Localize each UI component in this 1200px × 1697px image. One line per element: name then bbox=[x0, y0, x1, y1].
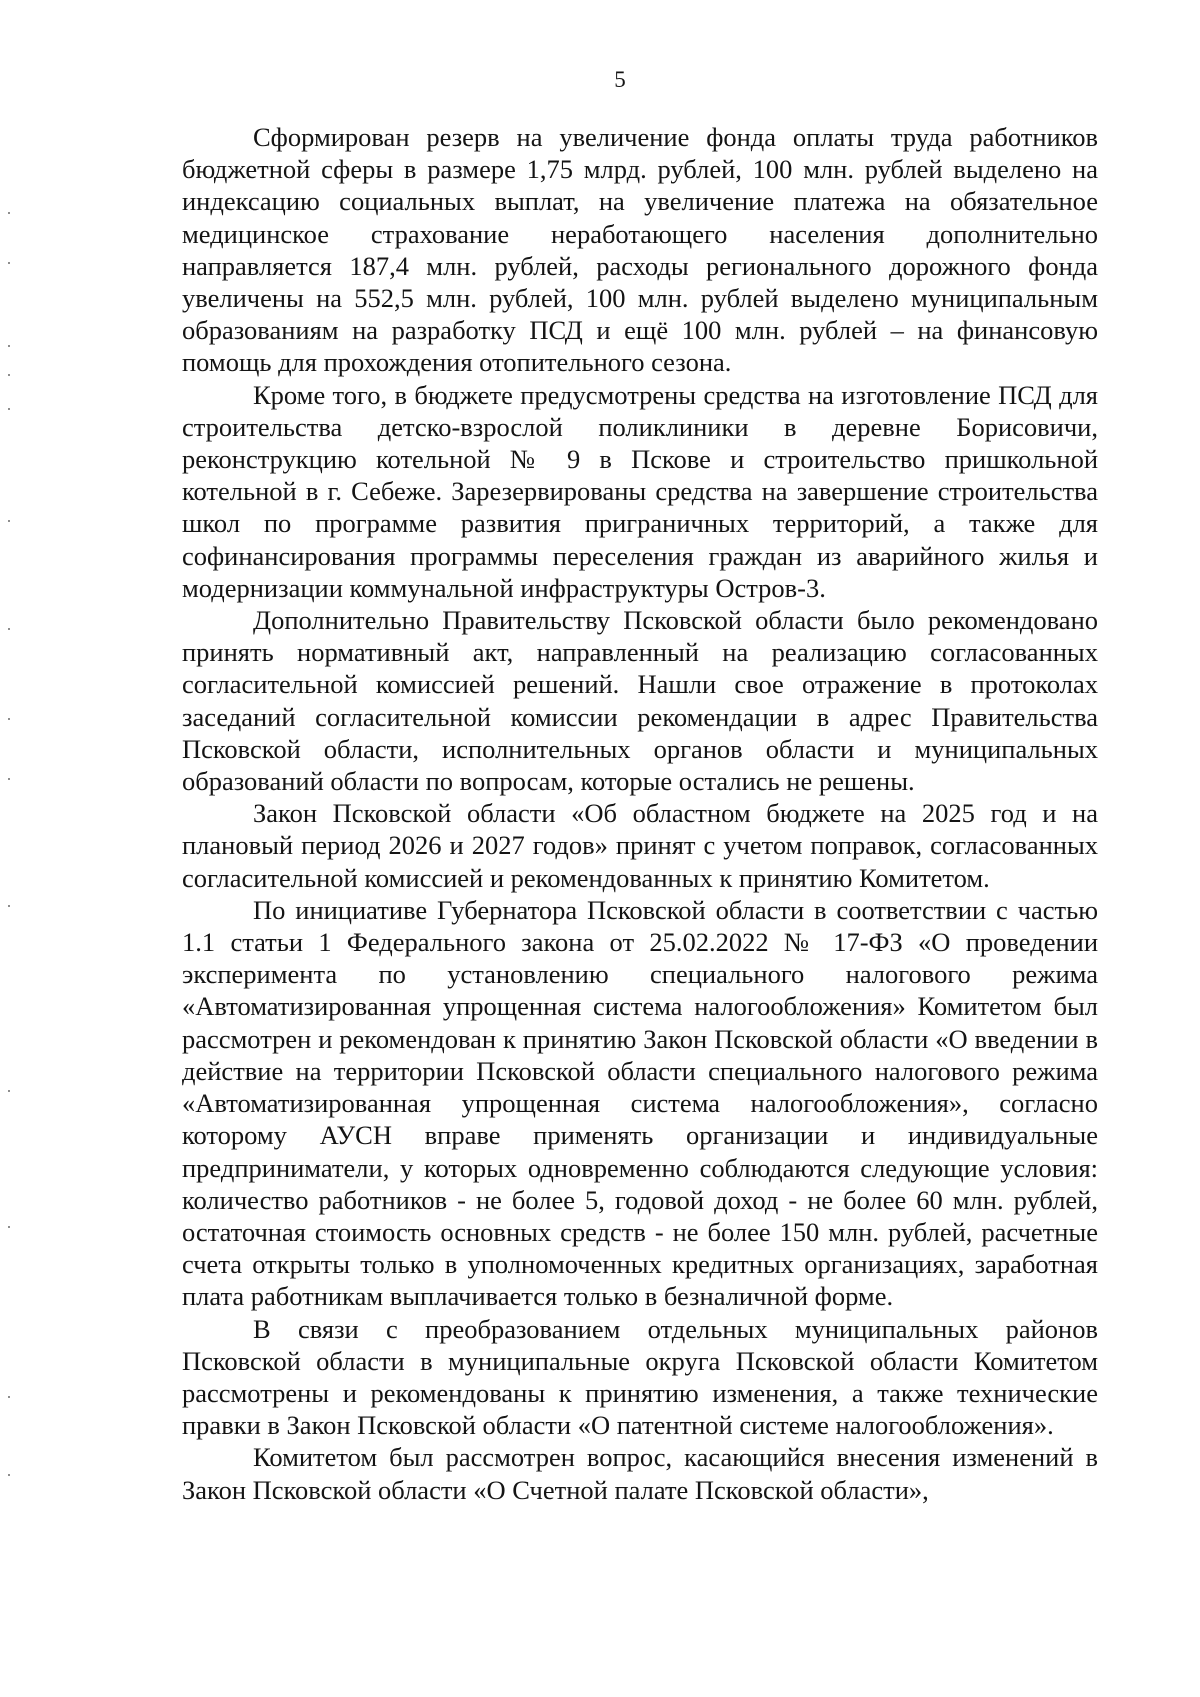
scan-dot bbox=[8, 905, 10, 907]
scan-dot bbox=[8, 374, 10, 376]
scan-dot bbox=[8, 1226, 10, 1228]
scan-dot bbox=[8, 520, 10, 522]
paragraph-reserve-funding: Сформирован резерв на увеличение фонда оплаты труда работников бюджетной сферы в размере 1,75 млрд. рублей, 100 млн. рублей выделено на индексацию социальных выплат, на увеличение платежа на обязательное медицинское страхование неработающего населения дополнительно направляется 187,4 млн. рублей, расходы регионального дорожного фонда увеличены на 552,5 млн. рублей, 100 млн. рублей выделено муниципальным образованиям на разработку ПСД и ещё 100 млн. рублей – на финансовую помощь для прохождения отопительного сезона. bbox=[182, 122, 1098, 378]
scan-dot bbox=[8, 1396, 10, 1398]
paragraph-budget-law: Закон Псковской области «Об областном бюджете на 2025 год и на плановый период 2026 и 2027 годов» принят с учетом поправок, согласованных согласительной комиссией и рекомендованных к принятию Комитетом. bbox=[182, 798, 1098, 893]
scan-dot bbox=[8, 345, 10, 347]
scan-dot bbox=[8, 778, 10, 780]
paragraph-budget-psd: Кроме того, в бюджете предусмотрены средства на изготовление ПСД для строительства детско-взрослой поликлиники в деревне Борисовичи, реконструкцию котельной № 9 в Пскове и строительство пришкольной котельной в г. Себеже. Зарезервированы средства на завершение строительства школ по программе развития приграничных территорий, а также для софинансирования программы переселения граждан из аварийного жилья и модернизации коммунальной инфраструктуры Остров-3. bbox=[182, 379, 1098, 603]
scan-dot bbox=[8, 1474, 10, 1476]
scan-dot bbox=[8, 262, 10, 264]
document-body bbox=[182, 121, 1098, 1506]
scan-dot bbox=[8, 408, 10, 410]
paragraph-ausn-tax-regime: По инициативе Губернатора Псковской области в соответствии с частью 1.1 статьи 1 Федерального закона от 25.02.2022 № 17-ФЗ «О проведении эксперимента по установлению специального налогового режима «Автоматизированная упрощенная система налогообложения» Комитетом был рассмотрен и рекомендован к принятию Закон Псковской области «О введении в действие на территории Псковской области специального налогового режима «Автоматизированная упрощенная система налогообложения», согласно которому АУСН вправе применять организации и индивидуальные предприниматели, у которых одновременно соблюдаются следующие условия: количество работников - не более 5, годовой доход - не более 60 млн. рублей, остаточная стоимость основных средств - не более 150 млн. рублей, расчетные счета открыты только в уполномоченных кредитных организациях, заработная плата работникам выплачивается только в безналичной форме. bbox=[182, 894, 1098, 1312]
paragraph-patent-system: В связи с преобразованием отдельных муниципальных районов Псковской области в муниципальные округа Псковской области Комитетом рассмотрены и рекомендованы к принятию изменения, а также технические правки в Закон Псковской области «О патентной системе налогообложения». bbox=[182, 1313, 1098, 1441]
scan-dot bbox=[8, 628, 10, 630]
page-number: 5 bbox=[614, 67, 626, 92]
scan-dot bbox=[8, 1090, 10, 1092]
paragraph-government-recommendation: Дополнительно Правительству Псковской области было рекомендовано принять нормативный акт, направленный на реализацию согласованных согласительной комиссией решений. Нашли свое отражение в протоколах заседаний согласительной комиссии рекомендации в адрес Правительства Псковской области, исполнительных органов области и муниципальных образований области по вопросам, которые остались не решены. bbox=[182, 605, 1098, 797]
scan-dot bbox=[8, 212, 10, 214]
scan-dot bbox=[8, 718, 10, 720]
paragraph-accounts-chamber: Комитетом был рассмотрен вопрос, касающийся внесения изменений в Закон Псковской области «О Счетной палате Псковской области», bbox=[182, 1442, 1098, 1505]
scan-margin-marks bbox=[0, 0, 40, 1697]
